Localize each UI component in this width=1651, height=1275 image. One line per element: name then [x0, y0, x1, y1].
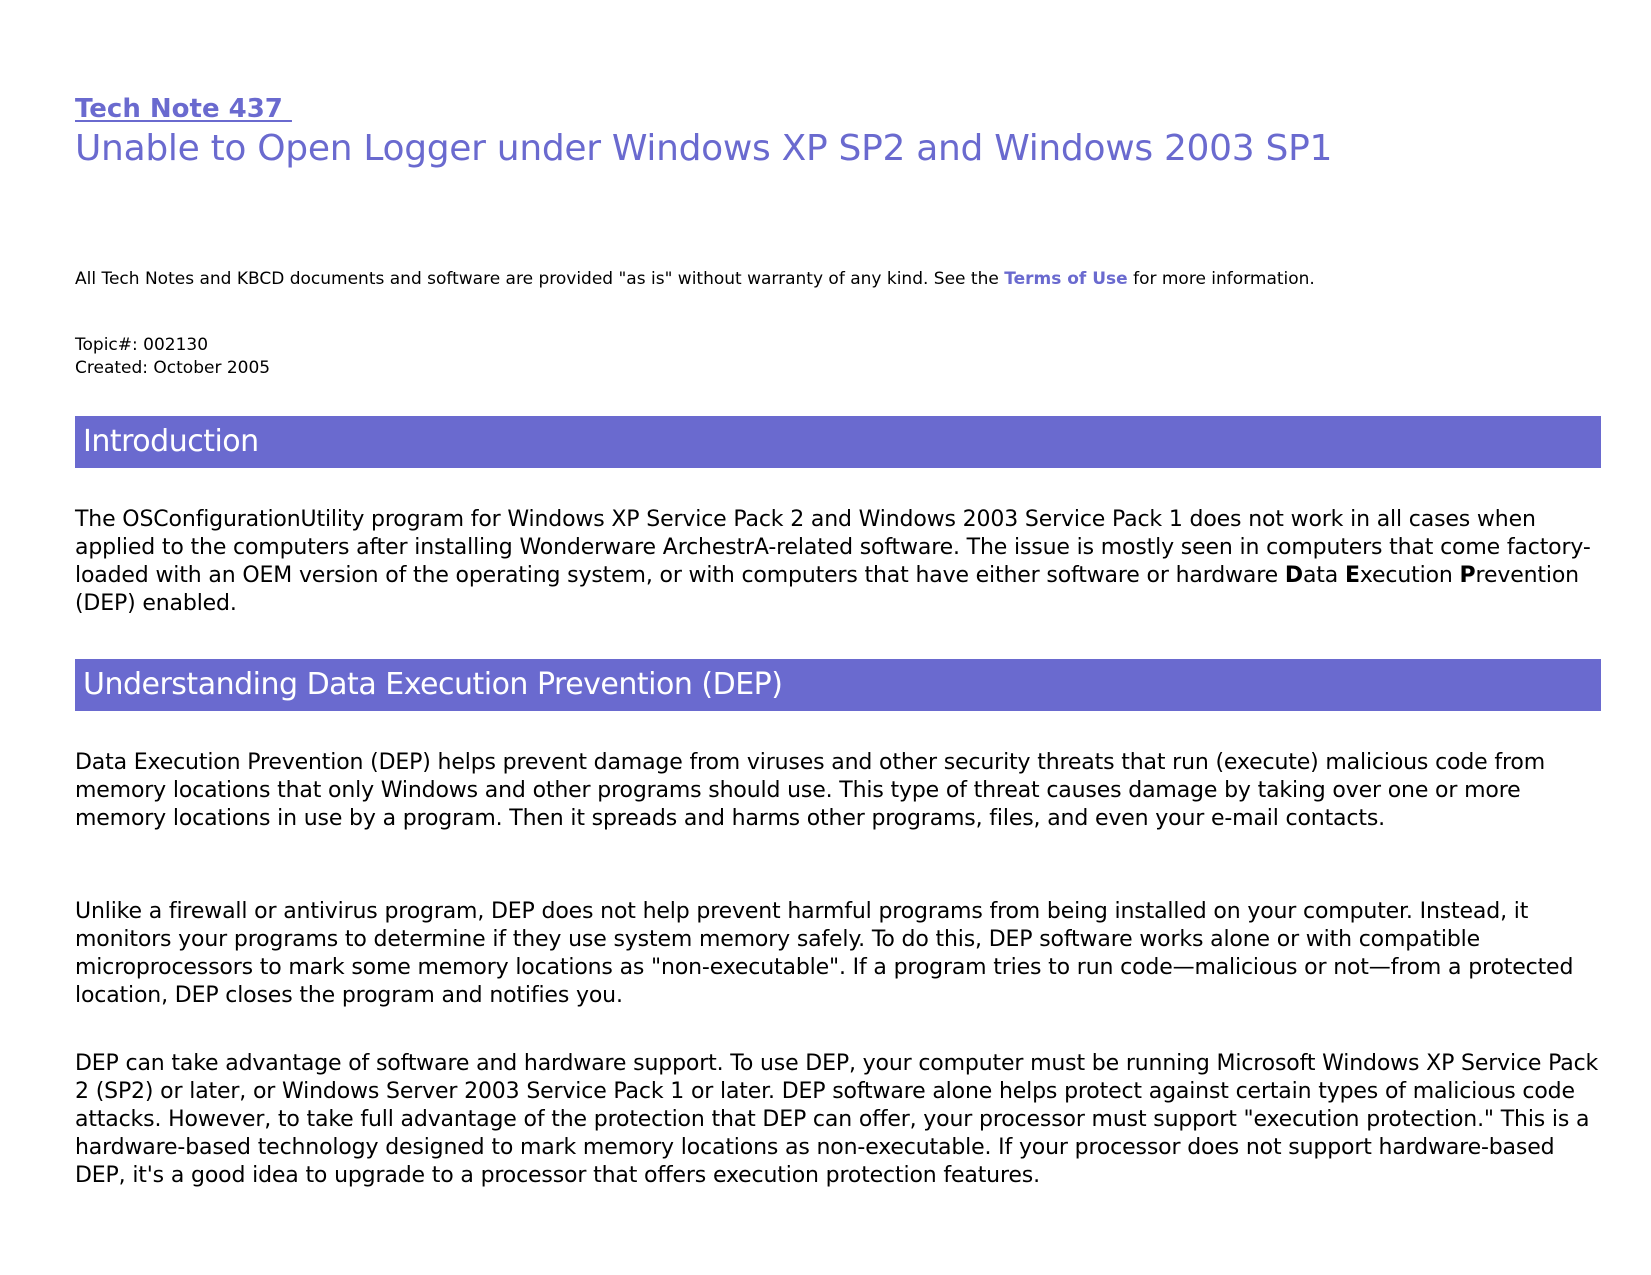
section-heading-introduction: Introduction	[75, 416, 1601, 468]
created-date: Created: October 2005	[75, 358, 271, 378]
tech-note-number-link[interactable]: Tech Note 437	[75, 94, 292, 124]
dep-word-execution: xecution	[1359, 563, 1460, 588]
note-metadata	[75, 334, 270, 380]
page-title: Unable to Open Logger under Windows XP SP2 and Windows 2003 SP1	[75, 128, 1333, 169]
dep-letter-e: E	[1344, 563, 1360, 588]
disclaimer-text	[75, 269, 1315, 289]
dep-paragraph-1: Data Execution Prevention (DEP) helps prevent damage from viruses and other security threats that run (execute) malicious code from memory locations that only Windows and other programs should use. This type of threat causes damage by taking over one or more memory locations in use by a program. Then it spreads and harms other programs, files, and even your e-mail contacts.	[75, 750, 1545, 831]
introduction-paragraph	[75, 506, 1605, 618]
topic-number: Topic#: 002130	[75, 335, 209, 355]
terms-of-use-link[interactable]: Terms of Use	[1004, 269, 1128, 289]
section-heading-dep: Understanding Data Execution Prevention (DEP)	[75, 659, 1601, 711]
disclaimer-after: for more information.	[1127, 269, 1315, 289]
dep-letter-p: P	[1459, 563, 1476, 588]
dep-word-prevention: revention (DEP) enabled.	[75, 563, 1579, 616]
intro-text: The OSConfigurationUtility program for Windows XP Service Pack 2 and Windows 2003 Service Pack 1 does not work in all cases when applied to the computers after installing Wonderware ArchestrA-related software. The issue is mostly seen in computers that come factory-loaded with an OEM version of the operating system, or with computers that have either software or hardware	[75, 507, 1591, 588]
dep-letter-d: D	[1284, 563, 1303, 588]
dep-word-data: ata	[1302, 563, 1345, 588]
dep-paragraph-3: DEP can take advantage of software and hardware support. To use DEP, your computer must be running Microsoft Windows XP Service Pack 2 (SP2) or later, or Windows Server 2003 Service Pack 1 or later. DEP software alone helps protect against certain types of malicious code attacks. However, to take full advantage of the protection that DEP can offer, your processor must support "execution protection." This is a hardware-based technology designed to mark memory locations as non-executable. If your processor does not support hardware-based DEP, it's a good idea to upgrade to a processor that offers execution protection features.	[75, 1051, 1599, 1188]
disclaimer-before: All Tech Notes and KBCD documents and software are provided "as is" without warranty of any kind. See the	[75, 269, 1005, 289]
dep-paragraph-2: Unlike a firewall or antivirus program, DEP does not help prevent harmful programs from being installed on your computer. Instead, it monitors your programs to determine if they use system memory safely. To do this, DEP software works alone or with compatible microprocessors to mark some memory locations as "non-executable". If a program tries to run code—malicious or not—from a protected location, DEP closes the program and notifies you.	[75, 899, 1574, 1008]
